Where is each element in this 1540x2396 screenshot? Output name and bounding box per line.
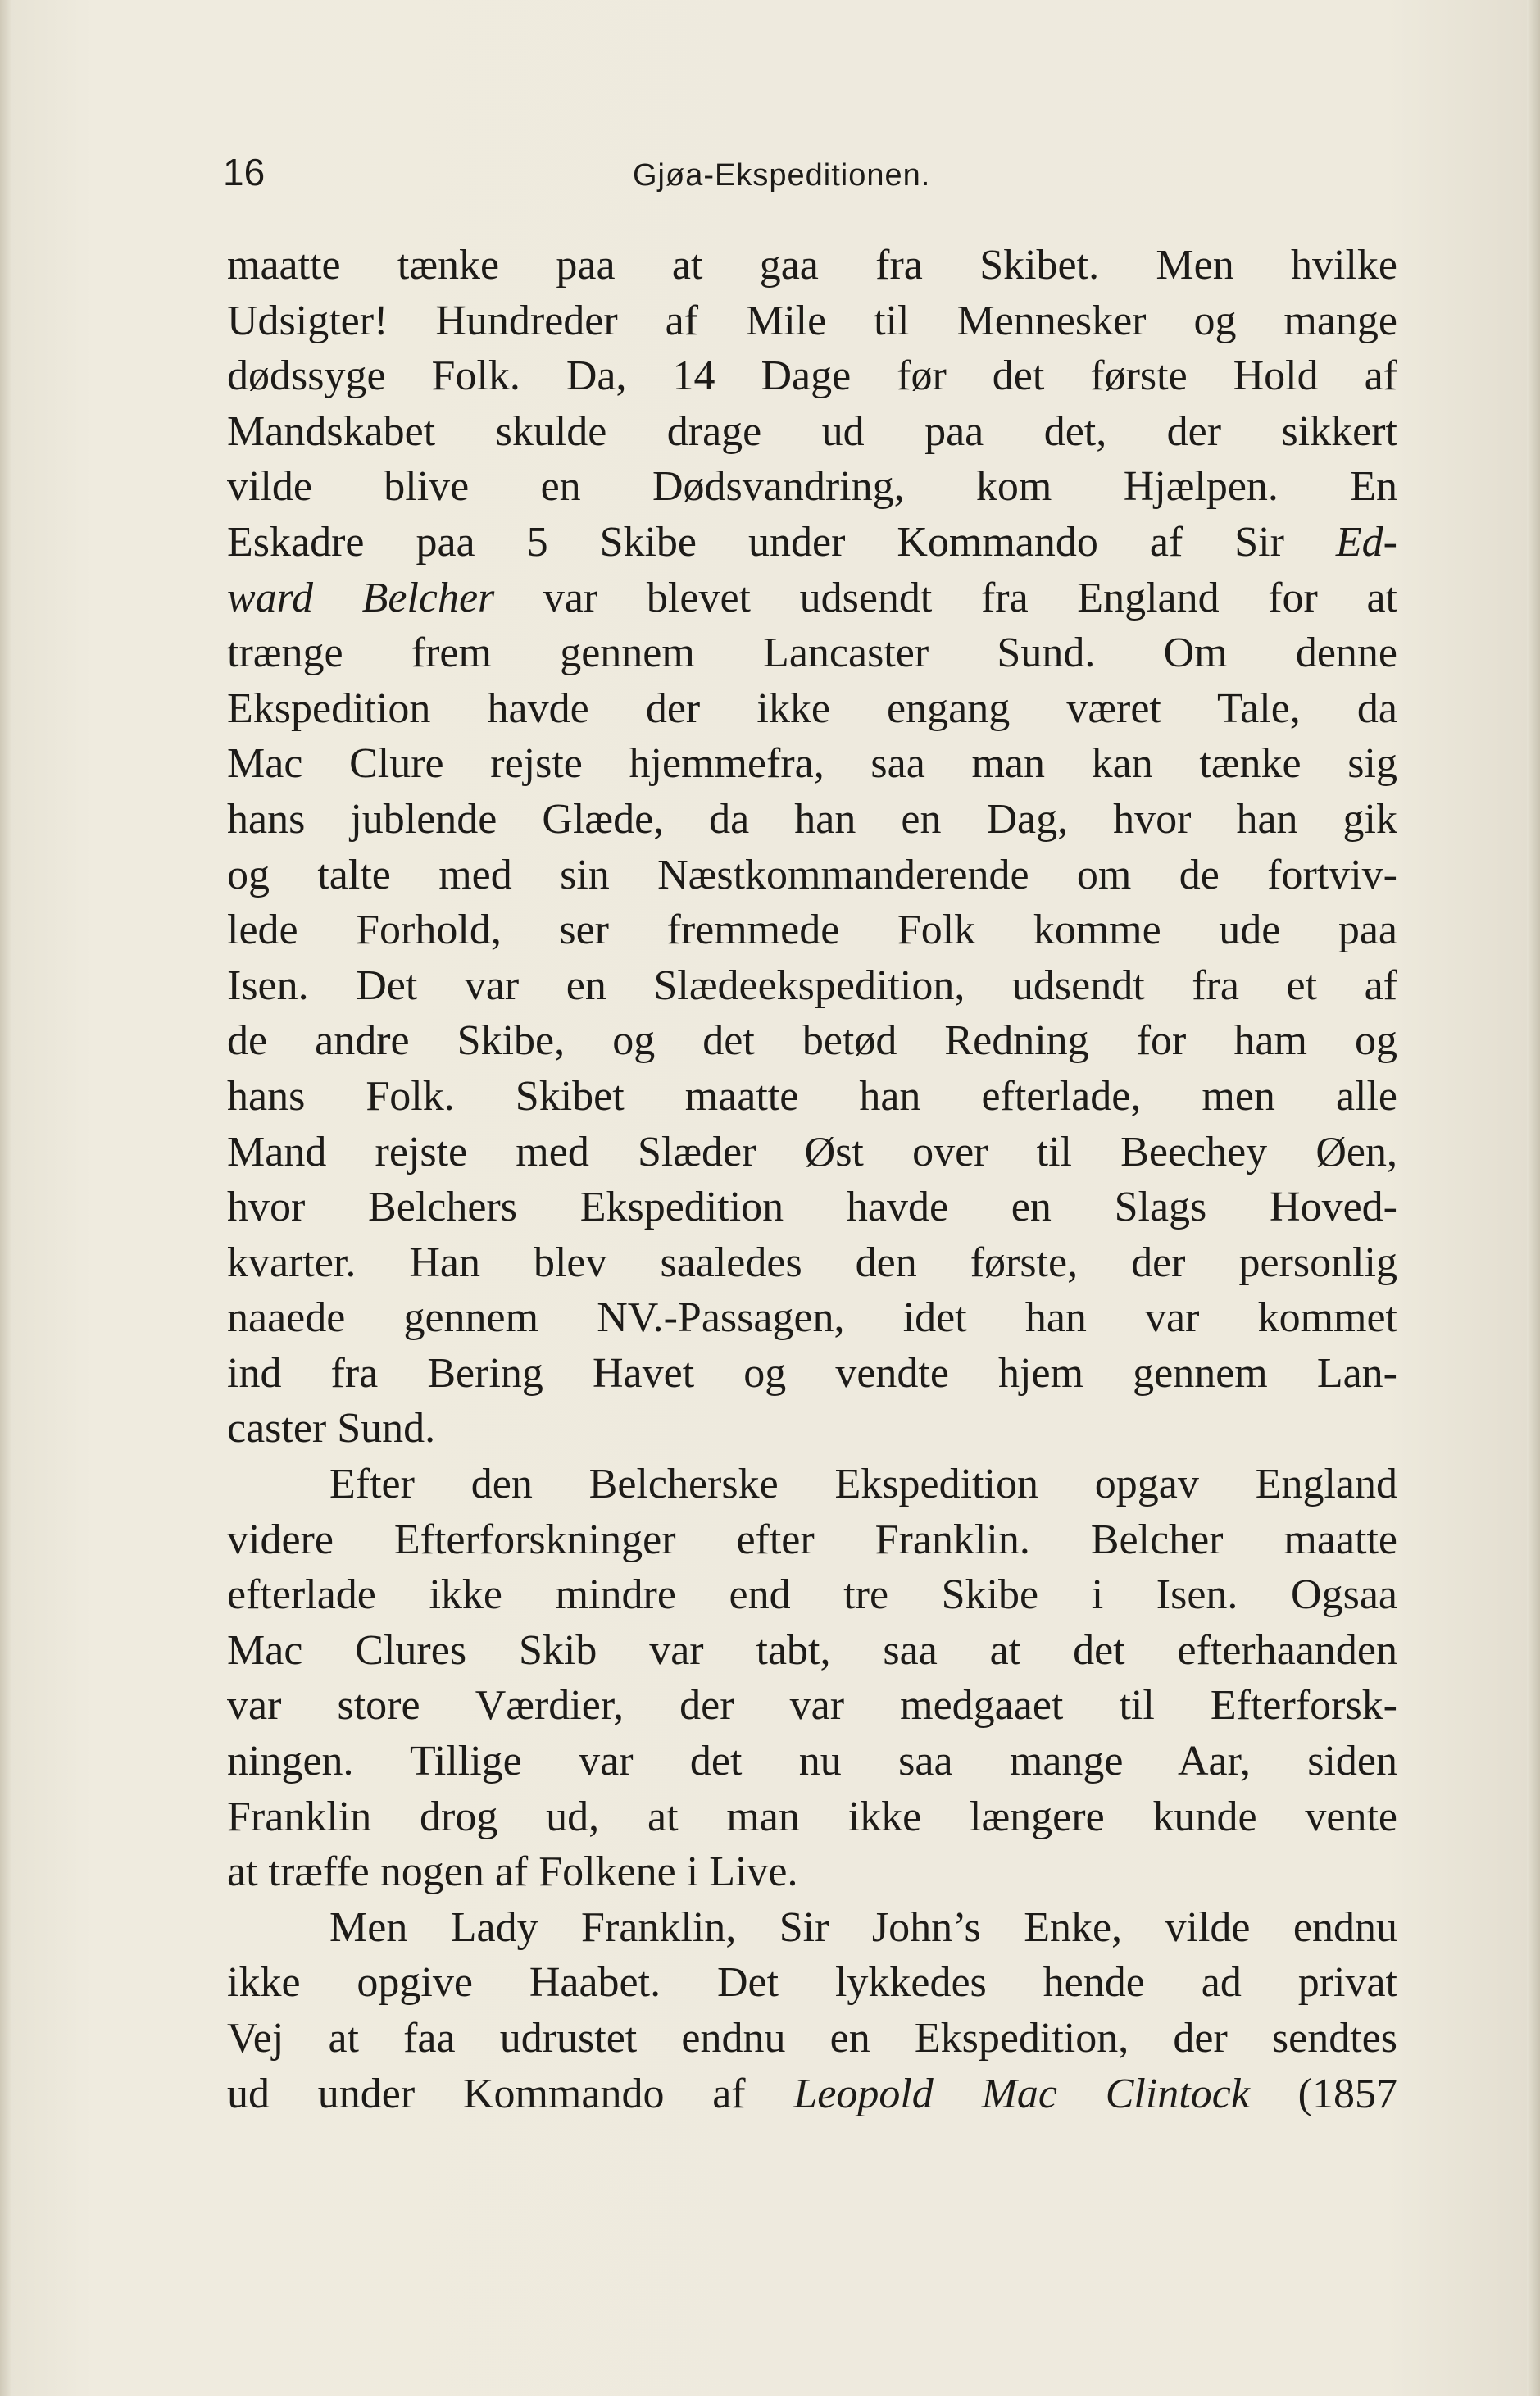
text-line: Ekspedition havde der ikke engang været Tale, da — [227, 684, 1397, 732]
text-line: videre Efterforskninger efter Franklin. Belcher maatte — [227, 1516, 1397, 1563]
body-text — [227, 238, 1397, 2121]
text-line: hans jublende Glæde, da han en Dag, hvor han gik — [227, 795, 1397, 843]
text-line: ningen. Tillige var det nu saa mange Aar, siden — [227, 1738, 1397, 1785]
text-line: caster Sund. — [227, 1405, 436, 1453]
text-line: Vej at faa udrustet endnu en Ekspedition, der sendtes — [227, 2015, 1397, 2062]
paragraph — [227, 1900, 1397, 2121]
paragraph — [227, 238, 1397, 1457]
paragraph — [227, 1457, 1397, 1900]
page-left-edge — [0, 0, 11, 2396]
text-line: Isen. Det var en Slædeekspedition, udsendt fra et af — [227, 962, 1397, 1009]
text-line: ud under Kommando af Leopold Mac Clintock (1857 — [227, 2070, 1397, 2117]
text-line: Efter den Belcherske Ekspedition opgav England — [329, 1461, 1397, 1508]
text-line: dødssyge Folk. Da, 14 Dage før det første Hold af — [227, 352, 1397, 400]
italic-name: ward Belcher — [227, 574, 495, 621]
italic-name: Leopold Mac Clintock — [793, 2070, 1250, 2117]
text-line: ind fra Bering Havet og vendte hjem gennem Lan- — [227, 1349, 1397, 1397]
text-line: Mac Clures Skib var tabt, saa at det efterhaanden — [227, 1626, 1397, 1674]
text-line: kvarter. Han blev saaledes den første, der personlig — [227, 1239, 1397, 1286]
text-line: ikke opgive Haabet. Det lykkedes hende ad privat — [227, 1959, 1397, 2007]
text-line: Mandskabet skulde drage ud paa det, der sikkert — [227, 407, 1397, 455]
text-line: Franklin drog ud, at man ikke længere kunde vente — [227, 1793, 1397, 1840]
text-line: vilde blive en Dødsvandring, kom Hjælpen. En — [227, 463, 1397, 511]
text-line: Mac Clure rejste hjemmefra, saa man kan tænke sig — [227, 740, 1397, 788]
text-line: Men Lady Franklin, Sir John’s Enke, vilde endnu — [329, 1903, 1397, 1951]
page-right-edge — [1527, 0, 1540, 2396]
text-line: Udsigter! Hundreder af Mile til Mennesker og mange — [227, 297, 1397, 344]
text-line: og talte med sin Næstkommanderende om de fortviv- — [227, 851, 1397, 898]
text-line: at træffe nogen af Folkene i Live. — [227, 1848, 798, 1896]
text-line: hvor Belchers Ekspedition havde en Slags Hoved- — [227, 1184, 1397, 1231]
text-line: Mand rejste med Slæder Øst over til Beechey Øen, — [227, 1128, 1397, 1175]
text-line: trænge frem gennem Lancaster Sund. Om denne — [227, 630, 1397, 677]
running-title: Gjøa-Ekspeditionen. — [633, 158, 931, 193]
text-line: de andre Skibe, og det betød Redning for ham og — [227, 1017, 1397, 1065]
text-line: Eskadre paa 5 Skibe under Kommando af Sir Ed- — [227, 518, 1397, 566]
text-line: efterlade ikke mindre end tre Skibe i Isen. Ogsaa — [227, 1571, 1397, 1619]
text-line: naaede gennem NV.-Passagen, idet han var kommet — [227, 1294, 1397, 1342]
text-line: var store Værdier, der var medgaaet til Efterforsk- — [227, 1682, 1397, 1730]
text-line: lede Forhold, ser fremmede Folk komme ude paa — [227, 907, 1397, 954]
text-line: ward Belcher var blevet udsendt fra England for at — [227, 574, 1397, 621]
italic-name: Ed- — [1335, 518, 1397, 566]
text-line: hans Folk. Skibet maatte han efterlade, men alle — [227, 1072, 1397, 1120]
page-header — [223, 148, 1395, 197]
page-number: 16 — [223, 151, 266, 193]
text-line: maatte tænke paa at gaa fra Skibet. Men hvilke — [227, 242, 1397, 289]
